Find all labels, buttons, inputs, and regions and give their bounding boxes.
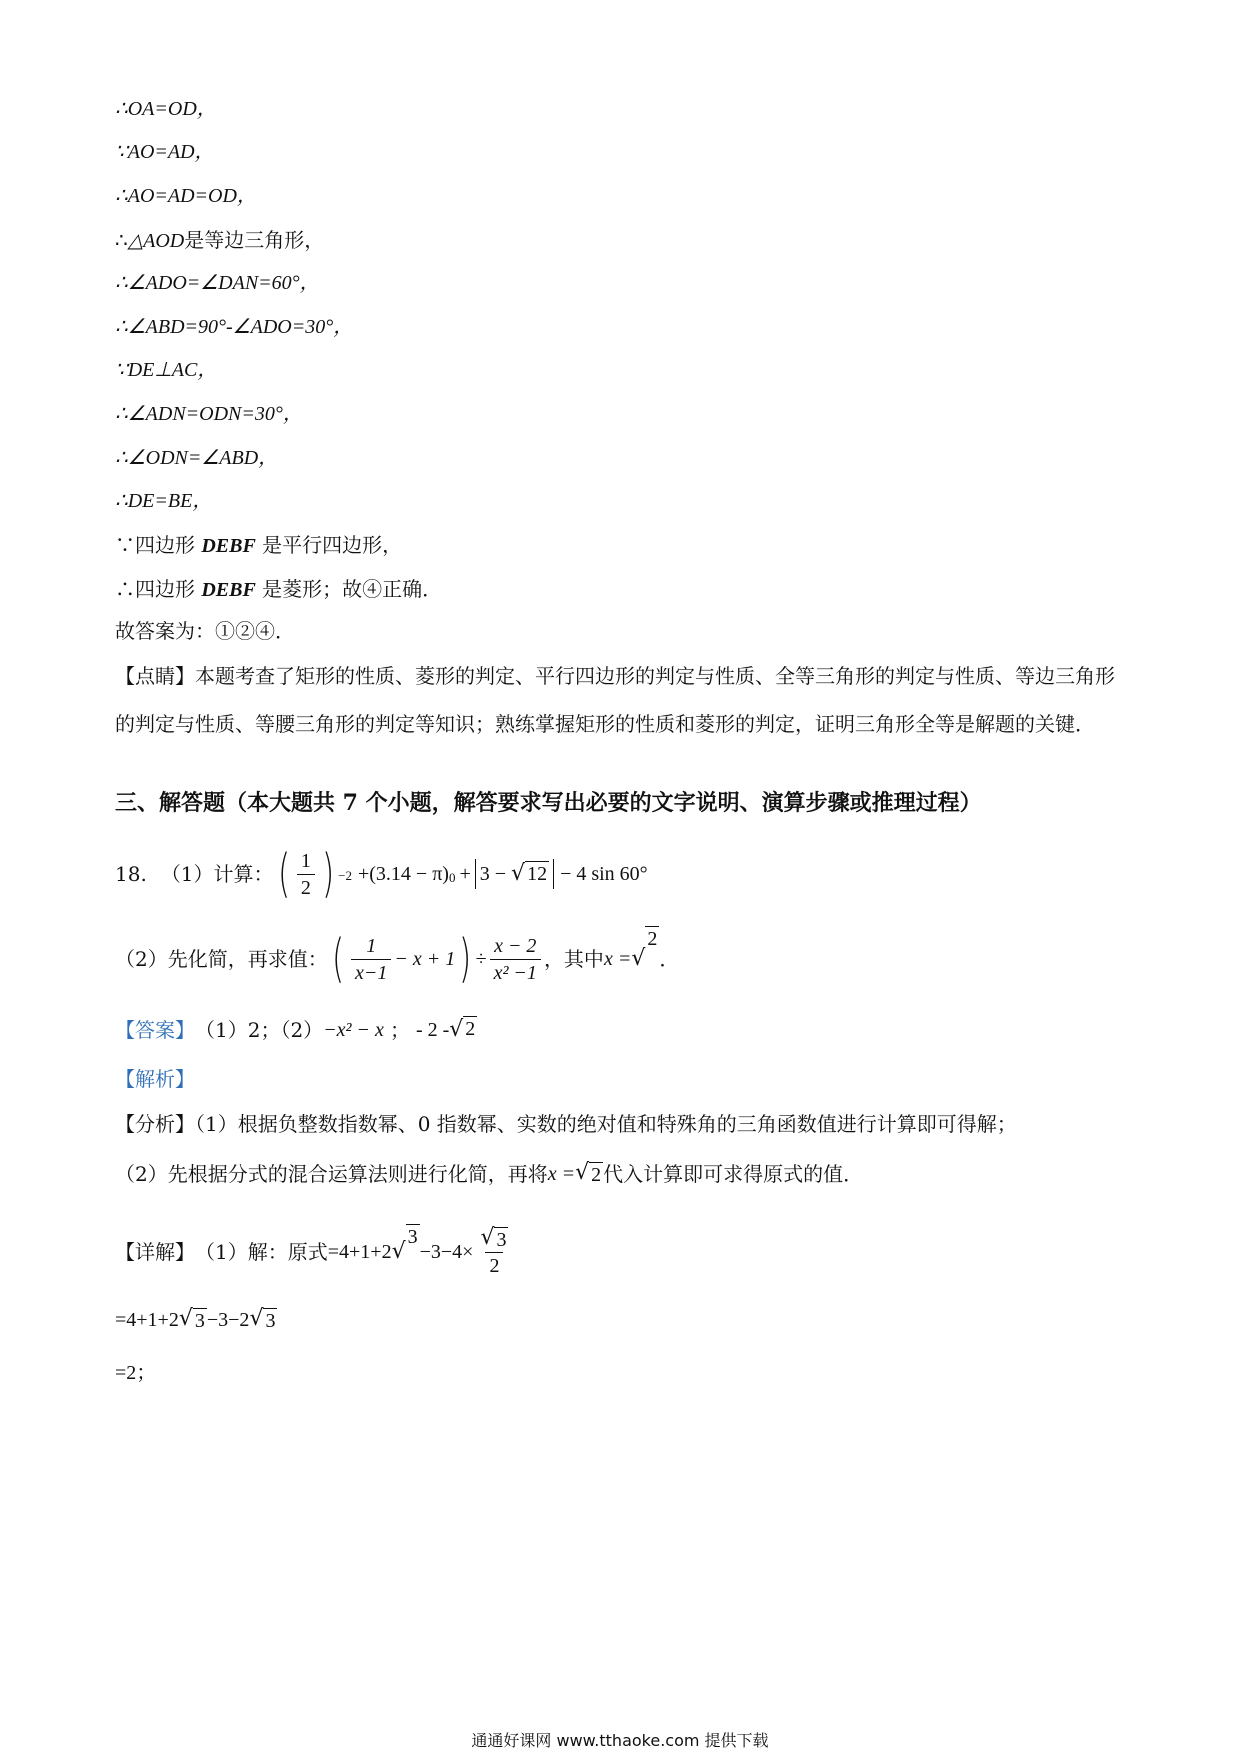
xiangjie-line-3: =2； xyxy=(115,1362,157,1384)
p2-frac2-num: x − 2 xyxy=(494,934,537,957)
half-fraction xyxy=(297,848,315,901)
answer-sqrt-radicand: 2 xyxy=(465,1018,476,1040)
left-paren: ( xyxy=(277,844,290,904)
proof-line-12 xyxy=(115,576,442,603)
s2-radicand-1: 3 xyxy=(194,1310,205,1332)
p2-fraction-2 xyxy=(490,933,541,986)
answer-sep: ； xyxy=(389,1018,410,1042)
proof-line-9: ∴∠ODN=∠ABD， xyxy=(115,447,279,469)
q18-label: 18. xyxy=(115,862,147,886)
proof-line-2: ∵AO=AD， xyxy=(115,141,215,163)
page-footer: 通通好课网 www.tthaoke.com 提供下载 xyxy=(471,1731,769,1750)
q18-part2-prefix: （2）先化简，再求值： xyxy=(115,947,328,971)
proof-line-6: ∴∠ABD=90°-∠ADO=30°， xyxy=(115,316,354,338)
proof-line-5: ∴∠ADO=∠DAN=60°， xyxy=(115,272,320,294)
sin-term: − 4 sin 60° xyxy=(560,863,648,885)
answer-expr: −x² − x xyxy=(323,1019,384,1041)
right-paren: ) xyxy=(321,844,335,904)
p2-x: x = xyxy=(603,948,632,970)
xiangjie-tag: 【详解】 xyxy=(115,1240,195,1264)
quad-debf: DEBF xyxy=(201,535,256,557)
proof-line-11-a: ∵四边形 xyxy=(115,533,202,557)
sqrt3-over-2: √ 3 2 xyxy=(480,1225,507,1277)
proof-line-12-a: ∴四边形 xyxy=(115,577,202,601)
xiangjie-p1-a: （1）解：原式 xyxy=(195,1240,328,1264)
fenxi-line-1 xyxy=(115,1111,1017,1137)
therefore-symbol: ∴ xyxy=(115,228,128,252)
frac-den-2: 2 xyxy=(485,1252,503,1279)
xiangjie-s2-a: =4+1+2 xyxy=(115,1308,179,1331)
abs-inner: 3 − xyxy=(479,863,512,885)
fenxi-tag: 【分析】 xyxy=(115,1112,195,1136)
sqrt-12: √ 12 xyxy=(511,861,548,886)
exp-neg2: −2 xyxy=(338,868,352,883)
xiangjie-sqrt-3: √ 3 xyxy=(391,1226,418,1264)
xiangjie-s2-b: −3−2 xyxy=(206,1308,250,1331)
fenxi-sqrt-2: √ 2 xyxy=(575,1160,602,1186)
answer-sqrt-2: √ 2 xyxy=(449,1017,476,1042)
proof-line-8: ∴∠ADN=ODN=30°， xyxy=(115,403,303,425)
proof-line-7: ∵DE⊥AC， xyxy=(115,359,218,381)
abs-value xyxy=(475,859,554,889)
frac-sqrt3-radicand: 3 xyxy=(496,1229,507,1251)
exp-zero: 0 xyxy=(448,870,456,885)
answer-line xyxy=(115,1014,477,1046)
dianjing-paragraph: 【点睛】本题考查了矩形的性质、菱形的判定、平行四边形的判定与性质、全等三角形的判定与性质、等边三角形的判定与性质、等腰三角形的判定等知识；熟练掌握矩形的性质和菱形的判定，证明三角形全等是解题的关键． xyxy=(115,664,1115,736)
proof-line-11 xyxy=(115,532,402,559)
xiangjie-line-2 xyxy=(115,1306,277,1333)
quad-debf-2: DEBF xyxy=(201,579,256,601)
p2-frac2-den: x² −1 xyxy=(490,959,541,986)
sqrt-2: √ 2 xyxy=(631,928,658,971)
answer-val: - 2 - xyxy=(415,1019,450,1041)
fenxi-sqrt-radicand: 2 xyxy=(591,1164,602,1186)
p2-fraction-1 xyxy=(351,933,391,986)
fenxi-line-2 xyxy=(115,1160,863,1187)
proof-line-1: ∴OA=OD， xyxy=(115,98,217,120)
fenxi-p2-b: 代入计算即可求得原式的值． xyxy=(603,1161,864,1186)
left-paren-2: ( xyxy=(331,929,344,989)
xiangjie-line-1 xyxy=(115,1222,515,1282)
p2-frac1-num: 1 xyxy=(366,934,377,957)
xiangjie-s2-sqrt3-a: √ 3 xyxy=(178,1306,205,1332)
s2-radicand-2: 3 xyxy=(265,1310,276,1332)
fenxi-p1: （1）根据负整数指数幂、0 指数幂、实数的绝对值和特殊角的三角函数值进行计算即可得解； xyxy=(195,1112,1017,1136)
right-paren-2: ) xyxy=(459,929,472,989)
q18-part1: 18. （1）计算： ( $\frac{1}{2}$ ) −2 +(3.14 − π) 0 + 3 − √ 12 − 4 sin 60° xyxy=(115,844,648,904)
xiangjie-p1-c: −3−4× xyxy=(419,1241,474,1263)
proof-line-10: ∴DE=BE， xyxy=(115,490,213,512)
answer-text: （1）2；（2） xyxy=(195,1018,324,1042)
fenxi-x: x = xyxy=(547,1162,576,1185)
p2-mid: − x + 1 xyxy=(394,948,456,970)
divide-sign: ÷ xyxy=(475,948,487,970)
proof-line-3: ∴AO=AD=OD， xyxy=(115,185,257,207)
proof-line-11-c: 是平行四边形， xyxy=(255,533,403,557)
p2-where: ，其中 xyxy=(543,947,604,971)
proof-line-12-c: 是菱形；故④正确． xyxy=(255,577,443,601)
xiangjie-p1-b: =4+1+2 xyxy=(327,1241,392,1263)
proof-line-4-text: 是等边三角形， xyxy=(184,228,325,252)
sqrt-2-radicand: 2 xyxy=(647,928,658,950)
half-den: 2 xyxy=(297,874,315,901)
section-title: 三、解答题（本大题共 7 个小题，解答要求写出必要的文字说明、演算步骤或推理过程） xyxy=(115,790,982,816)
q18-part2 xyxy=(115,924,679,994)
jiexi-tag: 【解析】 xyxy=(115,1067,195,1091)
answer-summary-line: 故答案为：①②④． xyxy=(115,619,295,643)
triangle-aod: △AOD xyxy=(127,230,185,252)
p2-frac1-den: x−1 xyxy=(351,959,391,986)
q18-part1-prefix: （1）计算： xyxy=(160,862,274,886)
fenxi-p2-a: （2）先根据分式的混合运算法则进行化简，再将 xyxy=(115,1161,548,1186)
pi-term: +(3.14 − π) xyxy=(357,863,449,885)
half-num: 1 xyxy=(300,849,311,872)
p2-end: ． xyxy=(659,947,680,971)
xiangjie-s2-sqrt3-b: √ 3 xyxy=(249,1306,276,1332)
answer-tag: 【答案】 xyxy=(115,1018,195,1042)
proof-line-4 xyxy=(115,227,324,254)
xiangjie-sqrt3-radicand: 3 xyxy=(407,1226,418,1248)
sqrt-12-radicand: 12 xyxy=(527,863,548,885)
